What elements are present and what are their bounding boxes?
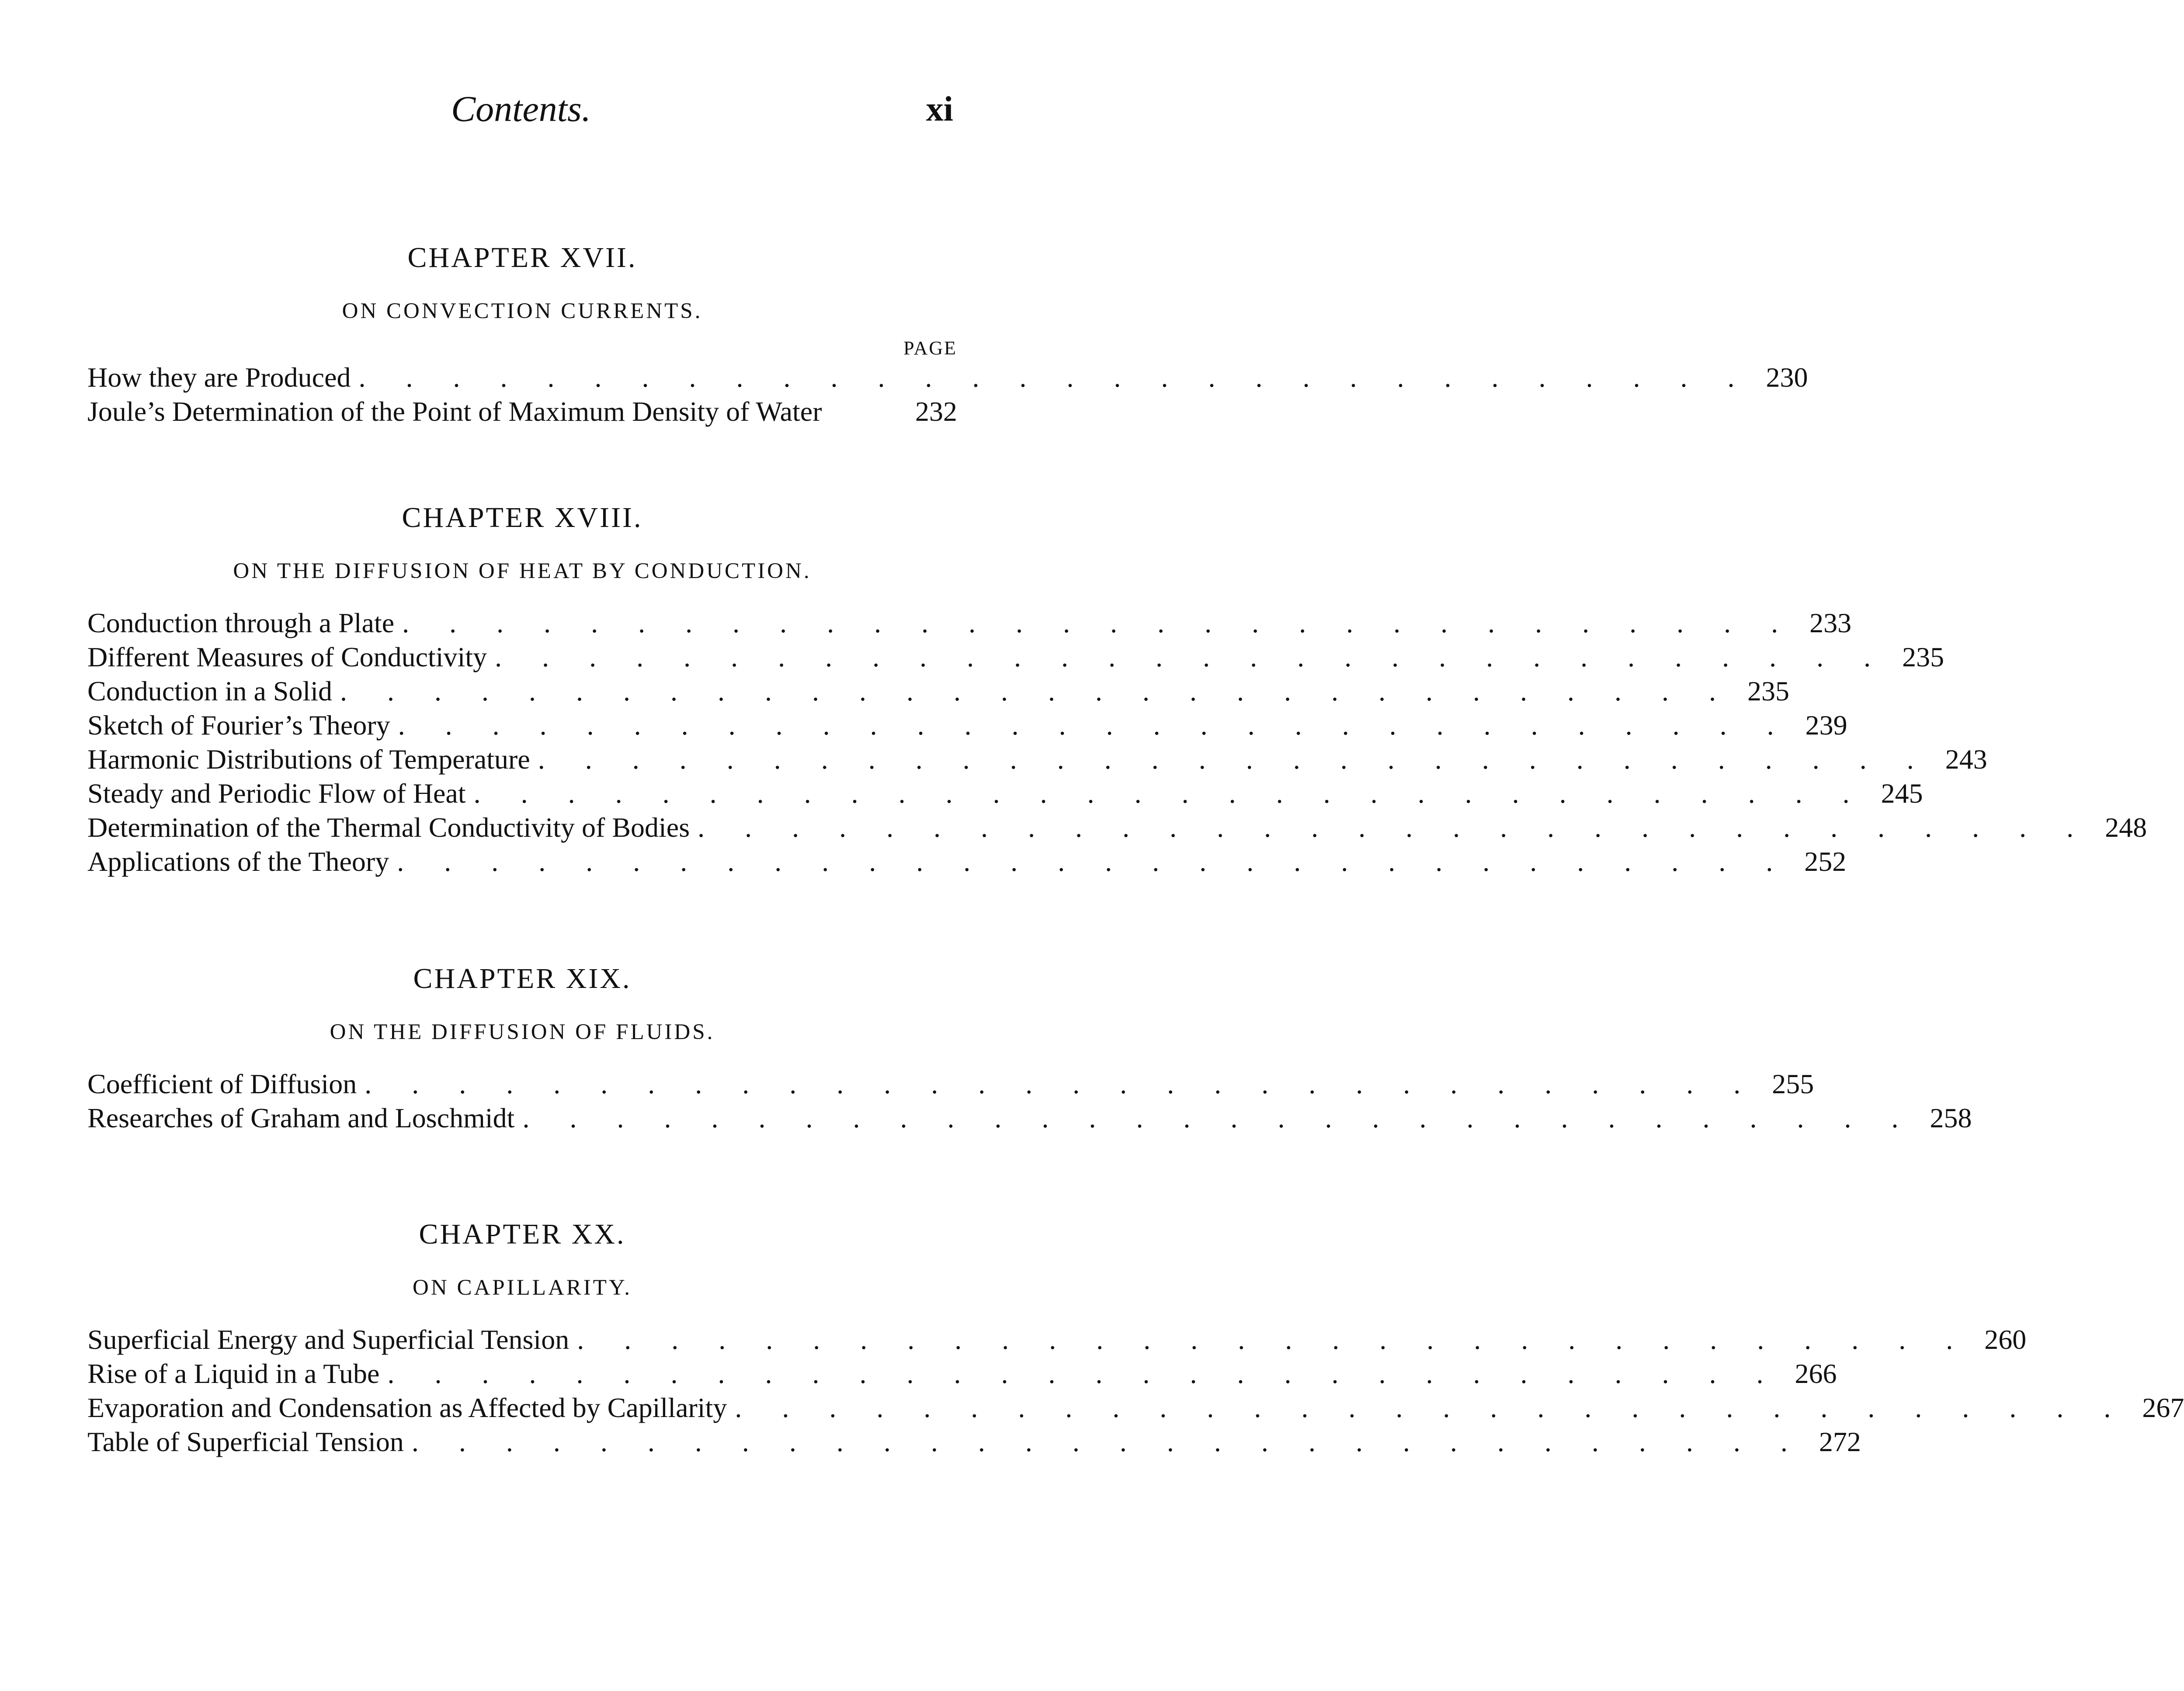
dot-leader: . . . . . . . . . . . . . . . . . . . . . . . . . . . . . . [577,1324,1970,1355]
toc-entry-title: Coefficient of Diffusion [87,1068,357,1099]
toc-entry-title: Applications of the Theory [87,846,389,877]
dot-leader: . . . . . . . . . . . . . . . . . . . . . . . . . . . . . . [387,1358,1780,1389]
toc-entry-title: Researches of Graham and Loschmidt [87,1102,515,1133]
chapter-xvii [87,238,1808,429]
chapter-heading: CHAPTER XIX. [413,963,632,995]
chapter-subtitle: ON THE DIFFUSION OF HEAT BY CONDUCTION. [233,559,812,583]
toc-entries [87,1323,2184,1459]
running-head [0,85,1042,133]
chapter-xviii [87,498,2147,879]
toc-entry-page: 232 [915,396,957,427]
toc-entry-title: Conduction in a Solid [87,676,332,707]
dot-leader: . . . . . . . . . . . . . . . . . . . . . . . . . . . . . . [402,607,1795,638]
toc-entry-page: 258 [1930,1102,1972,1133]
toc-entry-title: How they are Produced [87,362,351,393]
toc-entry [87,1323,2027,1357]
chapter-xix [87,959,1972,1135]
toc-entry-title: Rise of a Liquid in a Tube [87,1358,380,1389]
toc-entry [87,845,1847,879]
page-column-label: PAGE [903,337,957,359]
toc-entry [87,360,1808,395]
toc-entry-page: 235 [1902,641,1944,672]
toc-entry-page: 267 [2142,1392,2184,1423]
page-number: xi [926,90,953,128]
toc-entry [87,606,1852,640]
chapter-subtitle: ON THE DIFFUSION OF FLUIDS. [330,1020,715,1044]
toc-entry-page: 235 [1747,676,1789,707]
toc-entry-title: Evaporation and Condensation as Affected by Capillarity [87,1392,727,1423]
chapter-subtitle: ON CONVECTION CURRENTS. [342,299,703,323]
toc-entry [87,1357,1837,1391]
toc-entry-title: Conduction through a Plate [87,607,395,638]
dot-leader: . . . . . . . . . . . . . . . . . . . . . . . . . . . . . . [522,1102,1915,1133]
toc-entry [87,811,2147,845]
dot-leader: . . . . . . . . . . . . . . . . . . . . . . . . . . . . . . [340,676,1733,707]
dot-leader: . . . . . . . . . . . . . . . . . . . . . . . . . . . . . . [411,1426,1804,1457]
chapter-heading: CHAPTER XVII. [407,242,637,274]
dot-leader: . . . . . . . . . . . . . . . . . . . . . . . . . . . . . . [735,1392,2128,1423]
toc-entry-page: 245 [1881,778,1923,809]
toc-entries [87,1067,1972,1135]
dot-leader: . . . . . . . . . . . . . . . . . . . . . . . . . . . . . . [538,744,1931,775]
dot-leader: . . . . . . . . . . . . . . . . . . . . . . . . . . . . . . [398,710,1791,741]
toc-entry [87,1391,2184,1425]
toc-entry [87,742,1987,776]
toc-entry-title: Superficial Energy and Superficial Tension [87,1324,569,1355]
toc-entry-page: 272 [1819,1426,1861,1457]
toc-entry-title: Determination of the Thermal Conductivity of Bodies [87,812,690,843]
chapter-heading: CHAPTER XVIII. [402,502,643,534]
toc-entry [87,1425,1861,1459]
toc-entry-page: 248 [2105,812,2147,843]
toc-entry-page: 233 [1809,607,1852,638]
toc-entry [87,674,1789,708]
chapter-xx [87,1215,2184,1459]
toc-entry [87,776,1923,811]
dot-leader: . . . . . . . . . . . . . . . . . . . . . . . . . . . . . . [365,1068,1757,1099]
toc-entry [87,708,1847,742]
toc-entry-title: Different Measures of Conductivity [87,641,487,672]
dot-leader: . . . . . . . . . . . . . . . . . . . . . . . . . . . . . . [397,846,1790,877]
toc-entry-title: Steady and Periodic Flow of Heat [87,778,466,809]
toc-entry-title: Joule’s Determination of the Point of Maximum Density of Water [87,396,822,427]
toc-entries [87,606,2147,879]
dot-leader: . . . . . . . . . . . . . . . . . . . . . . . . . . . . . . [473,778,1866,809]
toc-entry-page: 255 [1772,1068,1814,1099]
dot-leader: . . . . . . . . . . . . . . . . . . . . . . . . . . . . . . [358,362,1751,393]
toc-entry [87,395,957,429]
chapter-subtitle: ON CAPILLARITY. [413,1275,632,1300]
toc-entry [87,1067,1814,1101]
running-title: Contents. [451,89,591,129]
dot-leader: . . . . . . . . . . . . . . . . . . . . . . . . . . . . . . [495,641,1888,672]
toc-entry-title: Harmonic Distributions of Temperature [87,744,530,775]
toc-entry-page: 252 [1804,846,1847,877]
toc-entry-title: Table of Superficial Tension [87,1426,404,1457]
toc-entry-page: 230 [1766,362,1808,393]
toc-entry [87,1101,1972,1135]
dot-leader: . . . . . . . . . . . . . . . . . . . . . . . . . . . . . . [698,812,2090,843]
toc-entry-page: 260 [1984,1324,2027,1355]
toc-entry-page: 239 [1805,710,1847,741]
toc-entries [87,360,1808,429]
toc-entry-page: 243 [1945,744,1987,775]
toc-entry [87,640,1944,674]
toc-entry-title: Sketch of Fourier’s Theory [87,710,390,741]
toc-entry-page: 266 [1795,1358,1837,1389]
chapter-heading: CHAPTER XX. [419,1218,626,1250]
